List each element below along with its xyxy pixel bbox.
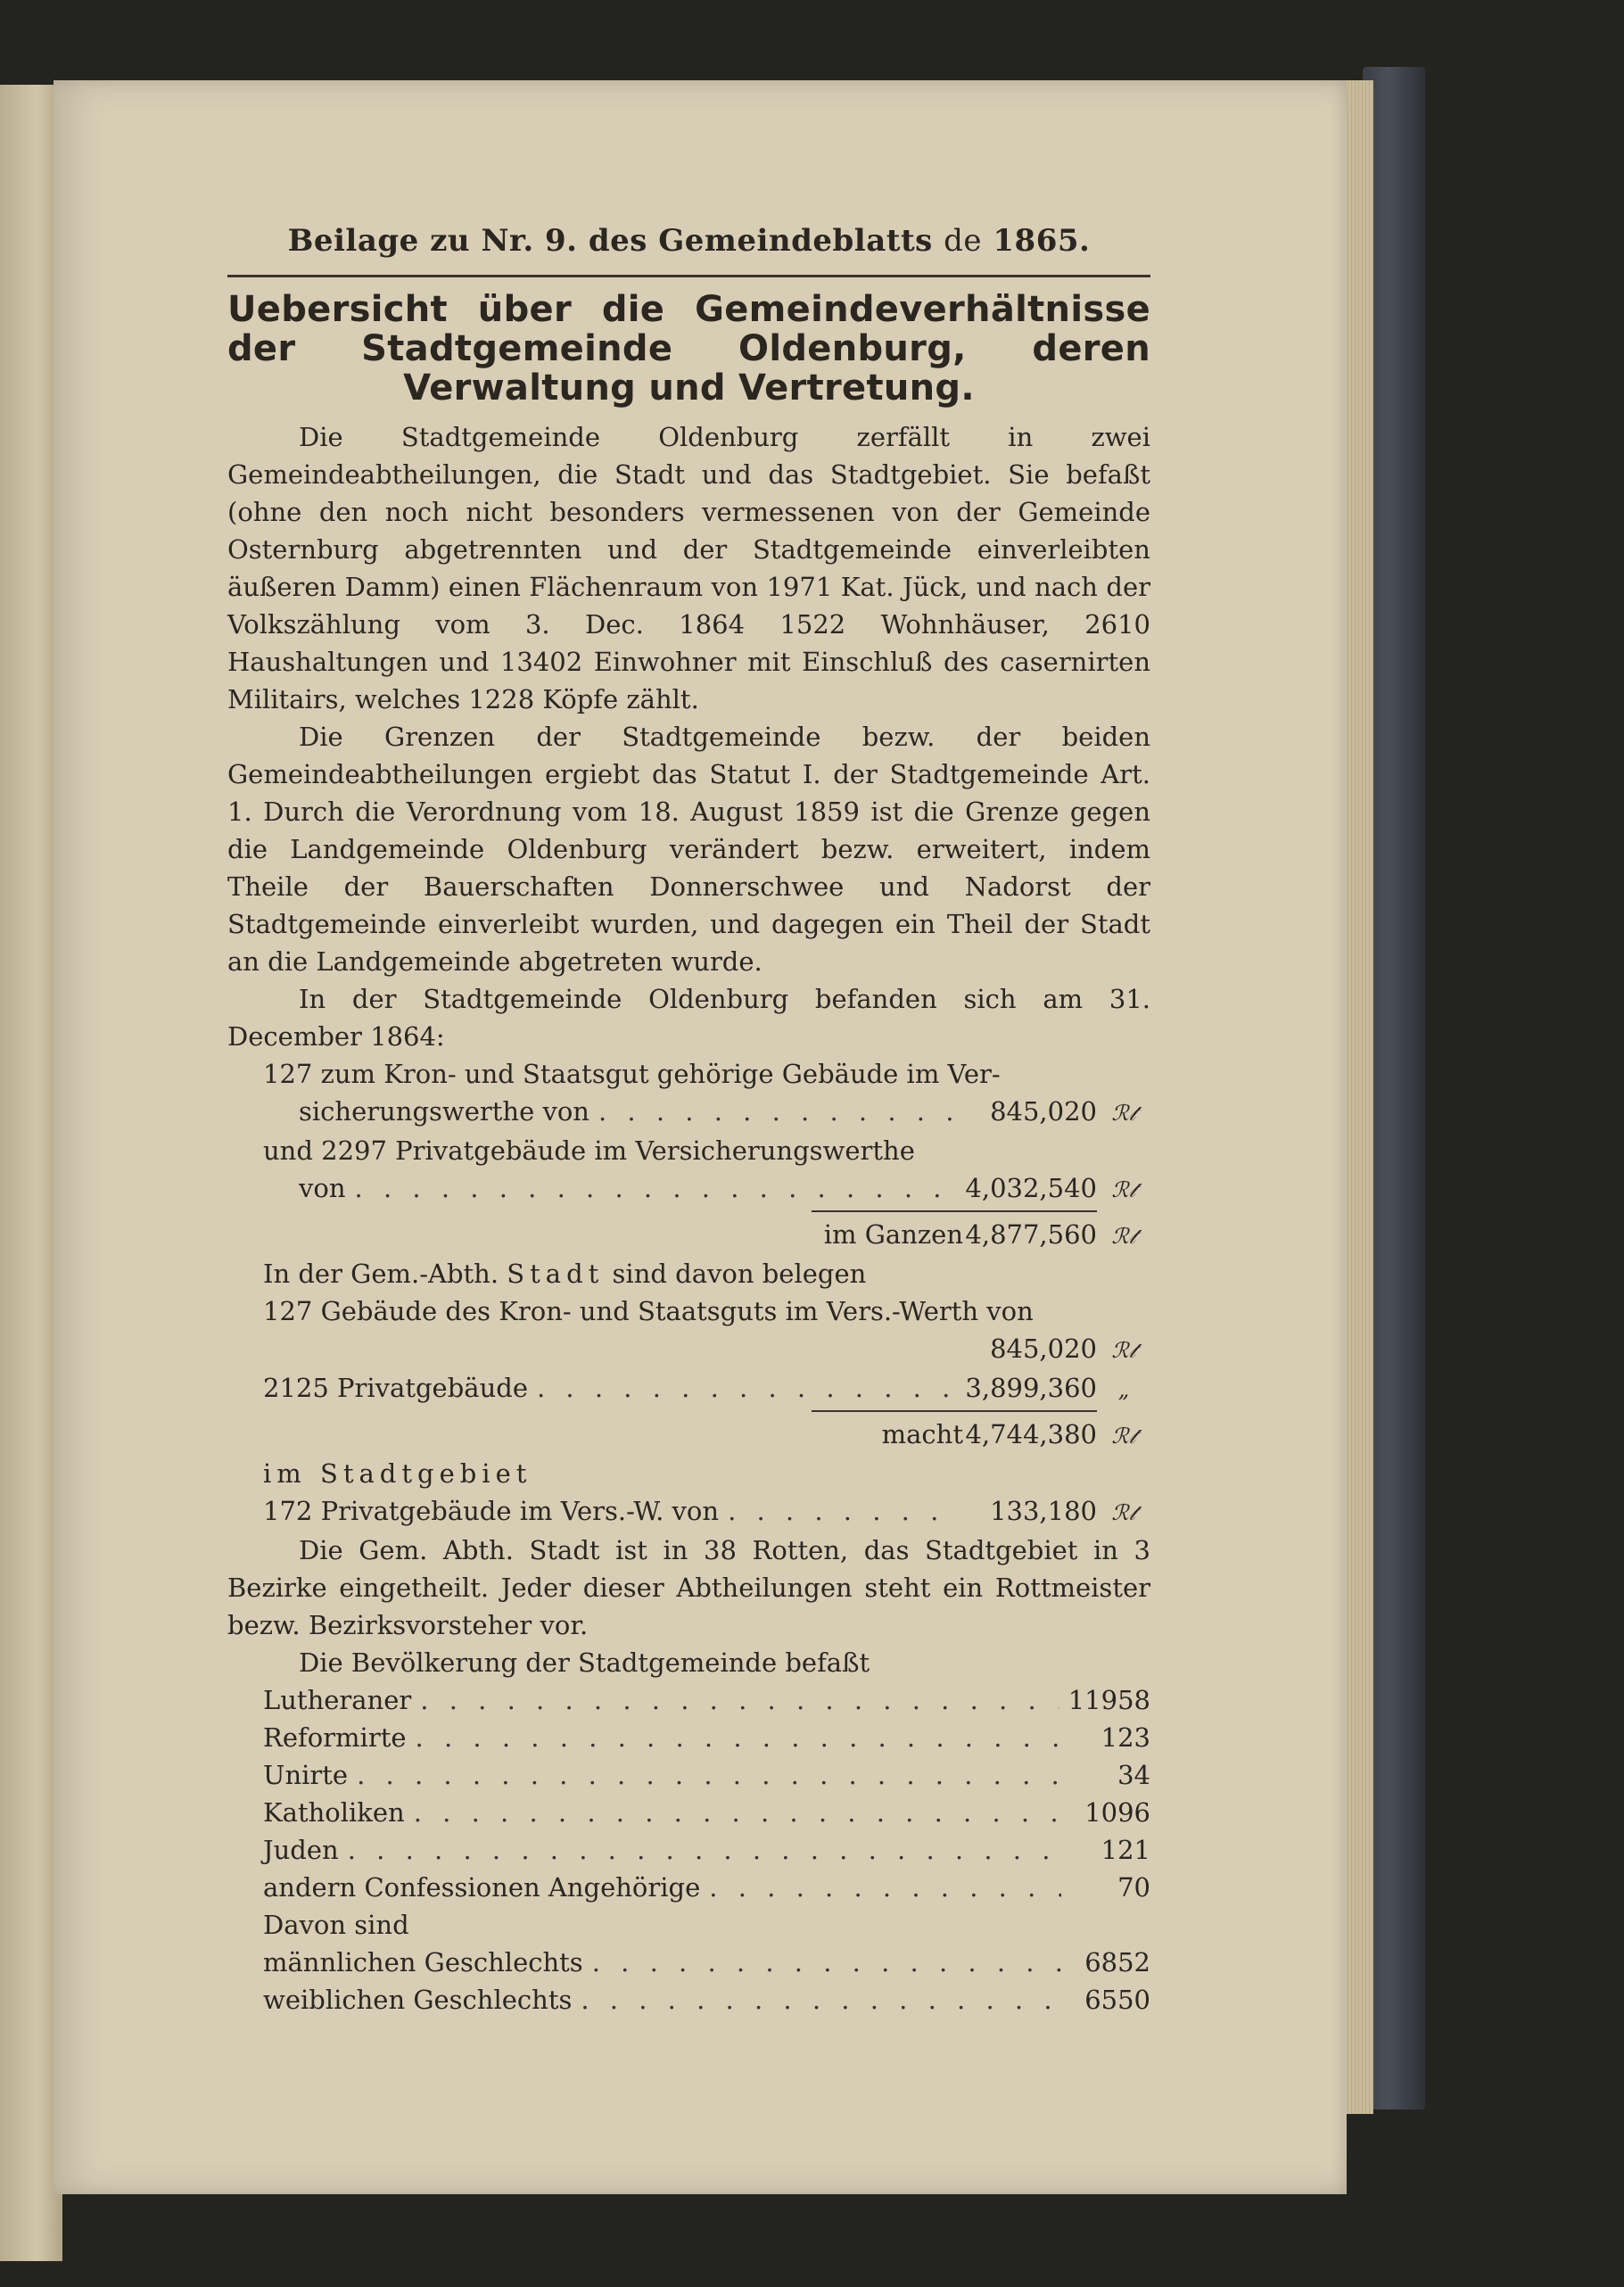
paragraph-1: Die Stadtgemeinde Oldenburg zerfällt in zwei Gemeindeabtheilungen, die Stadt und das Stadtgebiet. Sie befaßt (ohne den noch nicht besonders vermessenen von der Gemeinde Osternburg abgetrennten und der Stadtgemeinde einverleibten äußeren Damm) einen Flächenraum von 1971 Kat. Jück, und nach der Volkszählung vom 3. Dec. 1864 1522 Wohnhäuser, 2610 Haushaltungen und 13402 Einwohner mit Einschluß des casernirten Militairs, welches 1228 Köpfe zählt. [227, 422, 1150, 714]
ditto-mark: „ [1117, 1377, 1130, 1402]
population-label: Juden [263, 1835, 339, 1865]
population-row [227, 1794, 1150, 1831]
building-line-3a: 127 Gebäude des Kron- und Staatsguts im Vers.-Werth von [263, 1296, 1034, 1326]
leader-dots [357, 1756, 1061, 1794]
document-title: Uebersicht über die Gemeindeverhältnisse der Stadtgemeinde Oldenburg, deren Verwaltung und Vertretung. [227, 289, 1150, 409]
building-row-4-value: 3,899,360 [965, 1373, 1097, 1403]
population-value: 34 [1117, 1760, 1150, 1790]
population-row [227, 1719, 1150, 1756]
leader-dots [537, 1369, 954, 1407]
leader-dots [592, 1944, 1061, 1981]
building-row-4 [227, 1369, 1150, 1408]
header-year: 1865. [993, 223, 1091, 259]
building-row-3-value: 845,020 [990, 1333, 1097, 1364]
gender-intro: Davon sind [263, 1910, 409, 1940]
leader-dots [598, 1093, 954, 1130]
gender-label: männlichen Geschlechts [263, 1947, 583, 1977]
population-label: Reformirte [263, 1722, 407, 1753]
building-row-2-label: von [299, 1173, 346, 1203]
header-de: de [944, 223, 983, 259]
currency-unit: ℛ𝓉 [1111, 1338, 1136, 1363]
population-value: 1096 [1084, 1797, 1150, 1828]
header-title: Beilage zu Nr. 9. des Gemeindeblatts [287, 223, 933, 259]
building-macht-label: macht [881, 1419, 963, 1449]
population-value: 121 [1101, 1835, 1150, 1865]
currency-unit: ℛ𝓉 [1111, 1224, 1136, 1249]
population-row [227, 1831, 1150, 1869]
building-row-2 [227, 1169, 1150, 1209]
building-line-2a: und 2297 Privatgebäude im Versicherungswerthe [263, 1135, 915, 1166]
page-header [227, 223, 1150, 277]
leader-dots [728, 1492, 954, 1530]
building-total-value: 4,877,560 [965, 1219, 1097, 1250]
building-row-2-value: 4,032,540 [965, 1173, 1097, 1203]
book-page [54, 80, 1347, 2194]
building-row-5-label: 172 Privatgebäude im Vers.-W. von [263, 1496, 720, 1526]
gender-row [227, 1981, 1150, 2019]
text-block [227, 223, 1150, 2019]
building-row-5 [227, 1492, 1150, 1532]
gender-label: weiblichen Geschlechts [263, 1985, 573, 2015]
population-value: 11958 [1068, 1685, 1150, 1715]
building-row-1 [227, 1093, 1150, 1132]
building-row-5-value: 133,180 [990, 1496, 1097, 1526]
sum-rule [812, 1410, 1097, 1412]
population-value: 70 [1117, 1872, 1150, 1903]
stadt-intro-a: In der Gem.-Abth. [263, 1259, 499, 1289]
currency-unit: ℛ𝓉 [1111, 1424, 1136, 1449]
population-label: Katholiken [263, 1797, 405, 1828]
building-row-4-label: 2125 Privatgebäude [263, 1373, 528, 1403]
stadt-intro-c: sind davon belegen [612, 1259, 867, 1289]
population-row [227, 1756, 1150, 1794]
currency-unit: ℛ𝓉 [1111, 1177, 1136, 1202]
leader-dots [420, 1681, 1059, 1719]
building-total-label: im Ganzen [823, 1219, 963, 1250]
building-macht-value: 4,744,380 [965, 1419, 1097, 1449]
population-value: 123 [1101, 1722, 1150, 1753]
paragraph-3: In der Stadtgemeinde Oldenburg befanden sich am 31. December 1864: [227, 984, 1150, 1052]
sum-rule-row [227, 1408, 1150, 1416]
stadt-intro [227, 1255, 1150, 1292]
building-row-1-label: sicherungswerthe von [299, 1096, 589, 1127]
leader-dots [348, 1831, 1061, 1869]
building-row-3 [227, 1330, 1150, 1369]
gender-row [227, 1944, 1150, 1981]
gender-value: 6852 [1084, 1947, 1150, 1977]
gender-value: 6550 [1084, 1985, 1150, 2015]
sum-rule [812, 1210, 1097, 1212]
building-macht-row [227, 1416, 1150, 1455]
building-total-row [227, 1216, 1150, 1255]
leader-dots [414, 1794, 1061, 1831]
building-line-1a: 127 zum Kron- und Staatsgut gehörige Gebäude im Ver- [263, 1059, 1001, 1089]
currency-unit: ℛ𝓉 [1111, 1500, 1136, 1525]
paragraph-4: Die Gem. Abth. Stadt ist in 38 Rotten, das Stadtgebiet in 3 Bezirke eingetheilt. Jeder dieser Abtheilungen steht ein Rottmeister bezw. Bezirksvorsteher vor. [227, 1535, 1150, 1640]
building-row-1-value: 845,020 [990, 1096, 1097, 1127]
population-row [227, 1681, 1150, 1719]
population-label: Unirte [263, 1760, 349, 1790]
paragraph-2: Die Grenzen der Stadtgemeinde bezw. der beiden Gemeindeabtheilungen ergiebt das Statut I. der Stadtgemeinde Art. 1. Durch die Verordnung vom 18. August 1859 ist die Grenze gegen die Landgemeinde Oldenburg verändert bezw. erweitert, indem Theile der Bauerschaften Donnerschwee und Nadorst der Stadtgemeinde einverleibt wurden, und dagegen ein Theil der Stadt an die Landgemeinde abgetreten wurde. [227, 722, 1150, 977]
sum-rule-row [227, 1209, 1150, 1216]
leader-dots [709, 1869, 1061, 1906]
leader-dots [581, 1981, 1061, 2019]
population-label: Lutheraner [263, 1685, 412, 1715]
population-row [227, 1869, 1150, 1906]
stadt-intro-b: Stadt [507, 1259, 605, 1289]
paragraph-5: Die Bevölkerung der Stadtgemeinde befaßt [299, 1647, 870, 1678]
population-label: andern Confessionen Angehörige [263, 1872, 701, 1903]
currency-unit: ℛ𝓉 [1111, 1101, 1136, 1126]
leader-dots [416, 1719, 1061, 1756]
leader-dots [355, 1169, 954, 1207]
gebiet-intro: im Stadtgebiet [263, 1458, 532, 1489]
